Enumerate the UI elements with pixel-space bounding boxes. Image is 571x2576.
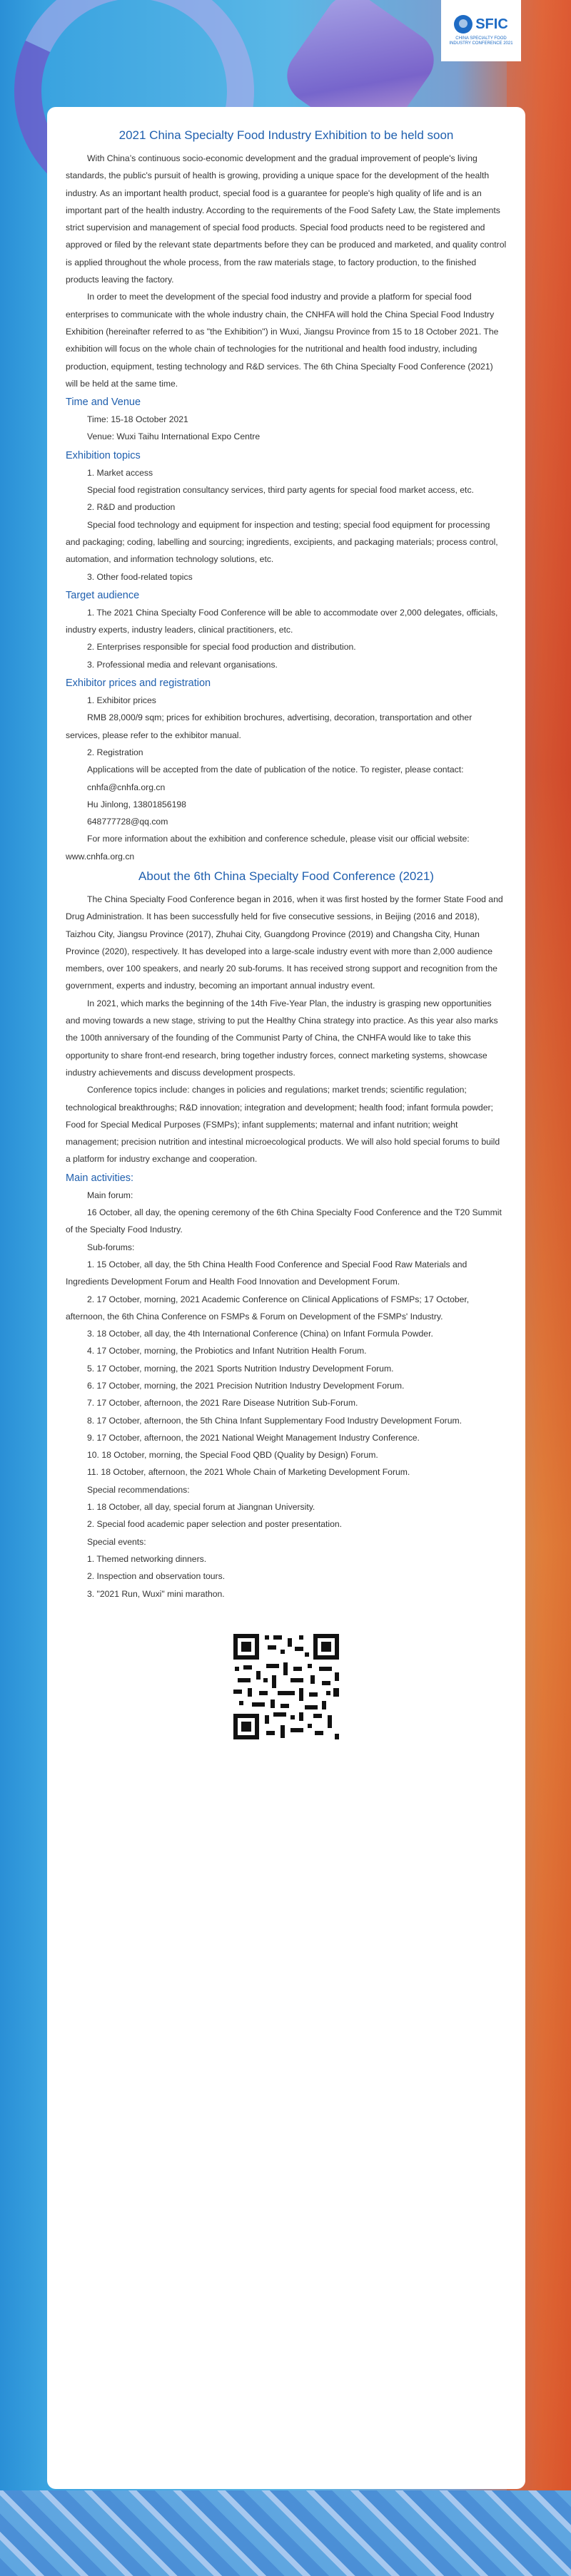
list-item: 2. Registration [87, 747, 143, 757]
section-title: About the 6th China Specialty Food Conference (2021) [138, 869, 434, 883]
list-item: 10. 18 October, morning, the Special Food QBD (Quality by Design) Forum. [87, 1450, 378, 1461]
list-item: 7. 17 October, afternoon, the 2021 Rare Disease Nutrition Sub-Forum. [87, 1398, 358, 1409]
contact-email: cnhfa@cnhfa.org.cn [87, 782, 166, 792]
paragraph: The China Specialty Food Conference began in 2016, when it was first hosted by the former State Food and Drug Administration. It has been successfully held for five consecutive sessions, in Beijing (2016 and 2018), Taizhou City, Jiangsu Province (2017), Zhuhai City, Guangdong Province (2019) and Changsha City, Hunan Province (2020), respectively. It has developed into a large-scale industry event with more than 2,000 audience members, over 100 speakers, and nearly 20 sub-forums. It has received strong support and recognition from the government, experts and industry, becoming an important annual industry event. [66, 894, 503, 991]
list-item: 2. 17 October, morning, 2021 Academic Conference on Clinical Applications of FSMPs; 17 October, afternoon, the 6th China Conference on FSMPs & Forum on Development of the FSMPs' Industry. [66, 1294, 470, 1322]
section-heading: Exhibitor prices and registration [66, 678, 211, 690]
contact-person: Hu Jinlong, 13801856198 [87, 799, 186, 809]
list-item: 11. 18 October, afternoon, the 2021 Whole Chain of Marketing Development Forum. [87, 1467, 410, 1478]
list-item: Applications will be accepted from the date of publication of the notice. To register, please contact: [87, 765, 464, 775]
list-item: 3. 18 October, all day, the 4th International Conference (China) on Infant Formula Powder. [87, 1329, 433, 1339]
list-item: Main forum: [87, 1190, 133, 1200]
list-item: Special food registration consultancy services, third party agents for special food market access, etc. [87, 485, 474, 496]
list-item: 8. 17 October, afternoon, the 5th China Infant Supplementary Food Industry Development Forum. [87, 1415, 463, 1426]
list-item: 3. Other food-related topics [87, 571, 193, 582]
section-heading: Main activities: [66, 1172, 134, 1184]
intro-paragraph: With China’s continuous socio-economic development and the gradual improvement of people's living standards, the public's pursuit of health is growing, providing a unique space for the development of the health industry. As an important health product, special food is a guarantee for people's high quality of life and is an important part of the health industry. According to the requirements of the Food Safety Law, the State implements strict supervision and management of special food products. Special food products need to be registered and approved or filed by the relevant state departments before they can be produced and marketed, and quality control is applied throughout the whole process, from the raw materials stage, to factory production, to the finished products leaving the factory. [66, 153, 507, 285]
list-item: 4. 17 October, morning, the Probiotics and Infant Nutrition Health Forum. [87, 1346, 367, 1356]
qr-code[interactable] [231, 1631, 342, 1742]
list-item: 3. "2021 Run, Wuxi" mini marathon. [87, 1588, 225, 1599]
list-item: Sub-forums: [87, 1242, 135, 1252]
decorative-bottom-pattern [0, 2490, 571, 2576]
list-item: 6. 17 October, morning, the 2021 Precision Nutrition Industry Development Forum. [87, 1381, 405, 1391]
list-item: Special food technology and equipment for inspection and testing; special food equipment for processing and packaging; coding, labelling and sourcing; ingredients, excipients, and packaging materials; process control, automation, and information technology solutions, etc. [66, 519, 498, 565]
list-item: RMB 28,000/9 sqm; prices for exhibition brochures, advertising, decoration, transportation and other services, please refer to the exhibitor manual. [66, 712, 473, 740]
sfic-logo: SFIC CHINA SPECIALTY FOOD INDUSTRY CONFERENCE 2021 [441, 0, 521, 61]
page-title: 2021 China Specialty Food Industry Exhibition to be held soon [118, 128, 454, 142]
list-item: 2. Inspection and observation tours. [87, 1571, 226, 1582]
section-heading: Exhibition topics [66, 449, 141, 461]
list-item: 1. 18 October, all day, special forum at Jiangnan University. [87, 1502, 315, 1513]
intro-paragraph: In order to meet the development of the special food industry and provide a platform for special food enterprises to communicate with the whole industry chain, the CNHFA will hold the China Special Food Industry Exhibition (hereinafter referred to as "the Exhibition") in Wuxi, Jiangsu Province from 15 to 18 October 2021. The exhibition will focus on the whole chain of technologies for the nutritional and health food industry, including production, equipment, testing technology and R&D services. The 6th China Specialty Food Conference (2021) will be held at the same time. [66, 292, 499, 389]
qr-code-icon [231, 1631, 342, 1742]
list-item: 1. The 2021 China Specialty Food Conference will be able to accommodate over 2,000 delegates, officials, industry experts, industry leaders, clinical practitioners, etc. [66, 607, 498, 635]
list-item: For more information about the exhibition and conference schedule, please visit our official website: www.cnhfa.org.cn [66, 834, 470, 862]
paragraph: Conference topics include: changes in policies and regulations; market trends; scientific regulation; technological breakthroughs; R&D innovation; integration and development; health food; infant formula powder; Food for Special Medical Purposes (FSMPs); infant supplements; maternal and infant nutrition; weight management; precision nutrition and intestinal microecological products. We will also hold special forums to build a platform for industry exchange and cooperation. [66, 1085, 500, 1165]
time-text: Time: 15-18 October 2021 [87, 414, 188, 425]
contact-email: 648777728@qq.com [87, 817, 168, 827]
list-item: 1. Market access [87, 467, 153, 478]
logo-drop-icon [454, 15, 473, 34]
article-card [47, 107, 525, 2489]
list-item: Special recommendations: [87, 1484, 190, 1495]
list-item: 16 October, all day, the opening ceremony of the 6th China Specialty Food Conference and the T20 Summit of the Specialty Food Industry. [66, 1207, 502, 1235]
list-item: 2. Special food academic paper selection and poster presentation. [87, 1519, 343, 1530]
section-heading: Time and Venue [66, 397, 141, 409]
list-item: Special events: [87, 1536, 146, 1547]
list-item: 1. Exhibitor prices [87, 695, 156, 706]
section-heading: Target audience [66, 589, 140, 601]
list-item: 5. 17 October, morning, the 2021 Sports Nutrition Industry Development Forum. [87, 1363, 394, 1374]
list-item: 1. Themed networking dinners. [87, 1553, 207, 1564]
venue-text: Venue: Wuxi Taihu International Expo Centre [87, 431, 261, 442]
list-item: 2. R&D and production [87, 502, 176, 513]
list-item: 3. Professional media and relevant organisations. [87, 659, 278, 670]
list-item: 1. 15 October, all day, the 5th China Health Food Conference and Special Food Raw Materials and Ingredients Development Forum and Health Food Innovation and Development Forum. [66, 1259, 468, 1287]
list-item: 2. Enterprises responsible for special food production and distribution. [87, 642, 356, 653]
paragraph: In 2021, which marks the beginning of the 14th Five-Year Plan, the industry is grasping new opportunities and moving towards a new stage, striving to put the Healthy China strategy into practice. As this year also marks the 100th anniversary of the founding of the Communist Party of China, the CNHFA would like to take this opportunity to share front-end research, bring together industry forces, connect marketing systems, showcase industry achievements and discuss development prospects. [66, 998, 498, 1078]
list-item: 9. 17 October, afternoon, the 2021 National Weight Management Industry Conference. [87, 1432, 420, 1443]
